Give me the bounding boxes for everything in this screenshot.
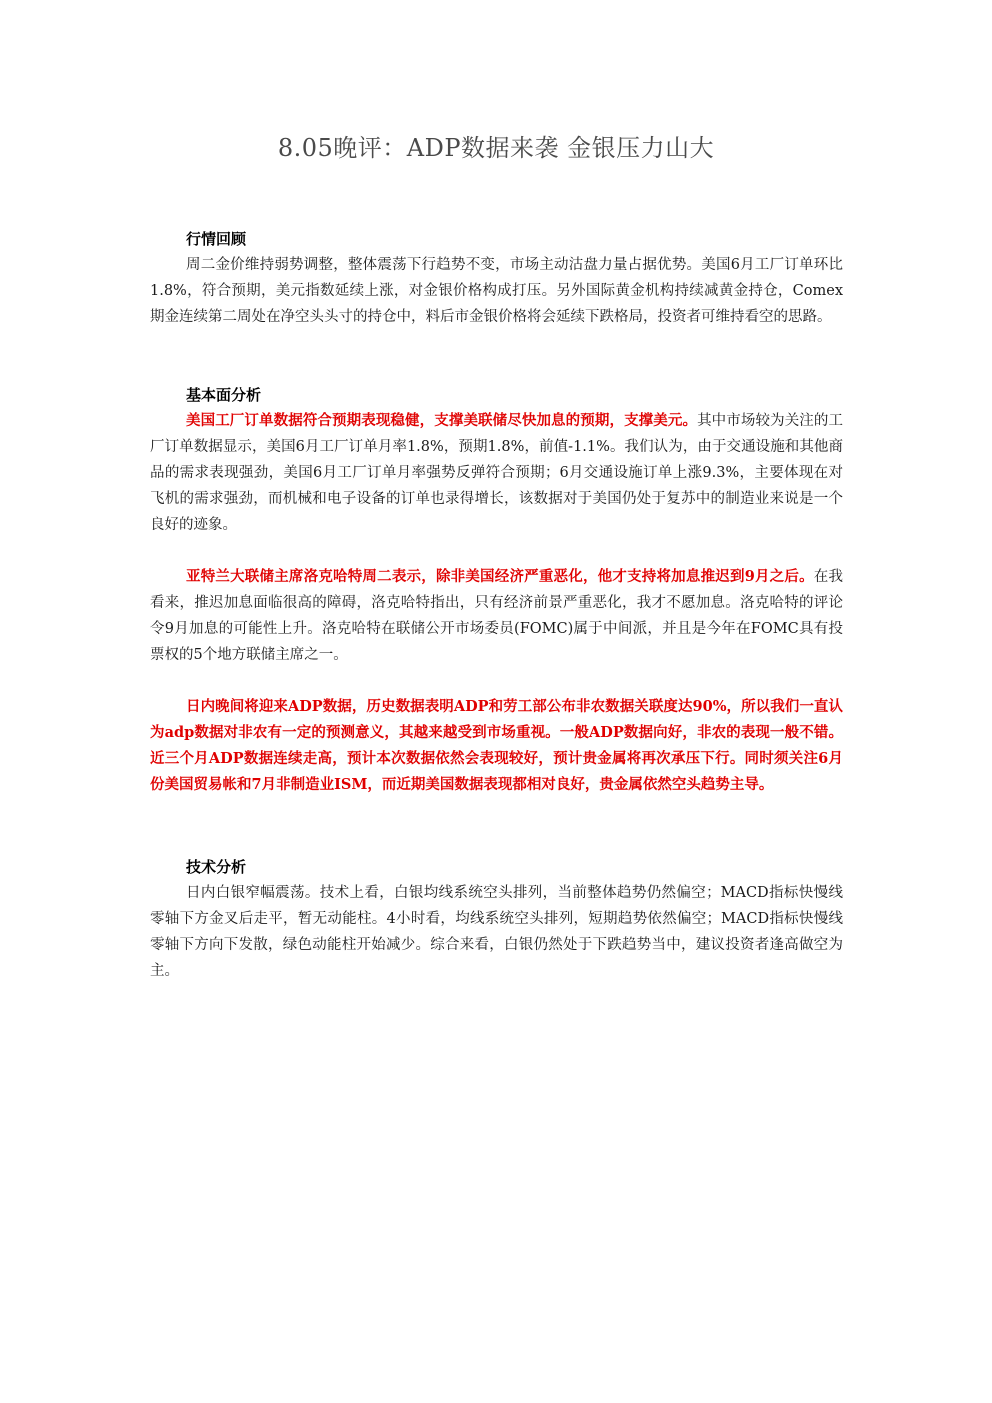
paragraph-spacer: [150, 668, 843, 694]
fundamental-paragraph-1: [150, 408, 843, 538]
fundamental-paragraph-2-text: 在我看来，推迟加息面临很高的障碍，洛克哈特指出，只有经济前景严重恶化，我才不愿加息。洛克哈特的评论令9月加息的可能性上升。洛克哈特在联储公开市场委员(FOMC)属于中间派，并且是今年在FOMC具有投票权的5个地方联储主席之一。: [150, 569, 843, 663]
fundamental-paragraph-2-highlight: 亚特兰大联储主席洛克哈特周二表示，除非美国经济严重恶化，他才支持将加息推迟到9月之后。: [186, 568, 814, 585]
document-title: 8.05晚评：ADP数据来袭 金银压力山大: [277, 134, 715, 162]
technical-paragraph: 日内白银窄幅震荡。技术上看，白银均线系统空头排列，当前整体趋势仍然偏空；MACD指标快慢线零轴下方金叉后走平，暂无动能柱。4小时看，均线系统空头排列，短期趋势依然偏空；MACD指标快慢线零轴下方向下发散，绿色动能柱开始减少。综合来看，白银仍然处于下跌趋势当中，建议投资者逢高做空为主。: [150, 885, 843, 979]
section-heading-market-review: 行情回顾: [186, 230, 247, 248]
fundamental-paragraph-1-text: 其中市场较为关注的工厂订单数据显示，美国6月工厂订单月率1.8%，预期1.8%，前值-1.1%。我们认为，由于交通设施和其他商品的需求表现强劲，美国6月工厂订单月率强势反弹符合预期；6月交通设施订单上涨9.3%，主要体现在对飞机的需求强劲，而机械和电子设备的订单也录得增长，该数据对于美国仍处于复苏中的制造业来说是一个良好的迹象。: [150, 413, 843, 533]
fundamental-paragraph-1-highlight: 美国工厂订单数据符合预期表现稳健，支撑美联储尽快加息的预期，支撑美元。: [186, 412, 698, 429]
paragraph-spacer: [150, 538, 843, 564]
market-review-paragraph: 周二金价维持弱势调整，整体震荡下行趋势不变，市场主动沽盘力量占据优势。美国6月工厂订单环比1.8%，符合预期，美元指数延续上涨，对金银价格构成打压。另外国际黄金机构持续减黄金持仓，Comex期金连续第二周处在净空头头寸的持仓中，料后市金银价格将会延续下跌格局，投资者可维持看空的思路。: [150, 257, 843, 325]
section-heading-technical: 技术分析: [186, 858, 247, 876]
fundamental-paragraph-2: [150, 564, 843, 668]
section-technical-analysis: [150, 854, 843, 984]
section-market-review: [150, 226, 843, 330]
section-heading-fundamental: 基本面分析: [186, 386, 262, 404]
section-fundamental-analysis: [150, 382, 843, 798]
fundamental-paragraph-3: 日内晚间将迎来ADP数据，历史数据表明ADP和劳工部公布非农数据关联度达90%，所以我们一直认为adp数据对非农有一定的预测意义，其越来越受到市场重视。一般ADP数据向好，非农的表现一般不错。近三个月ADP数据连续走高，预计本次数据依然会表现较好，预计贵金属将再次承压下行。同时须关注6月份美国贸易帐和7月非制造业ISM，而近期美国数据表现都相对良好，贵金属依然空头趋势主导。: [150, 698, 843, 793]
